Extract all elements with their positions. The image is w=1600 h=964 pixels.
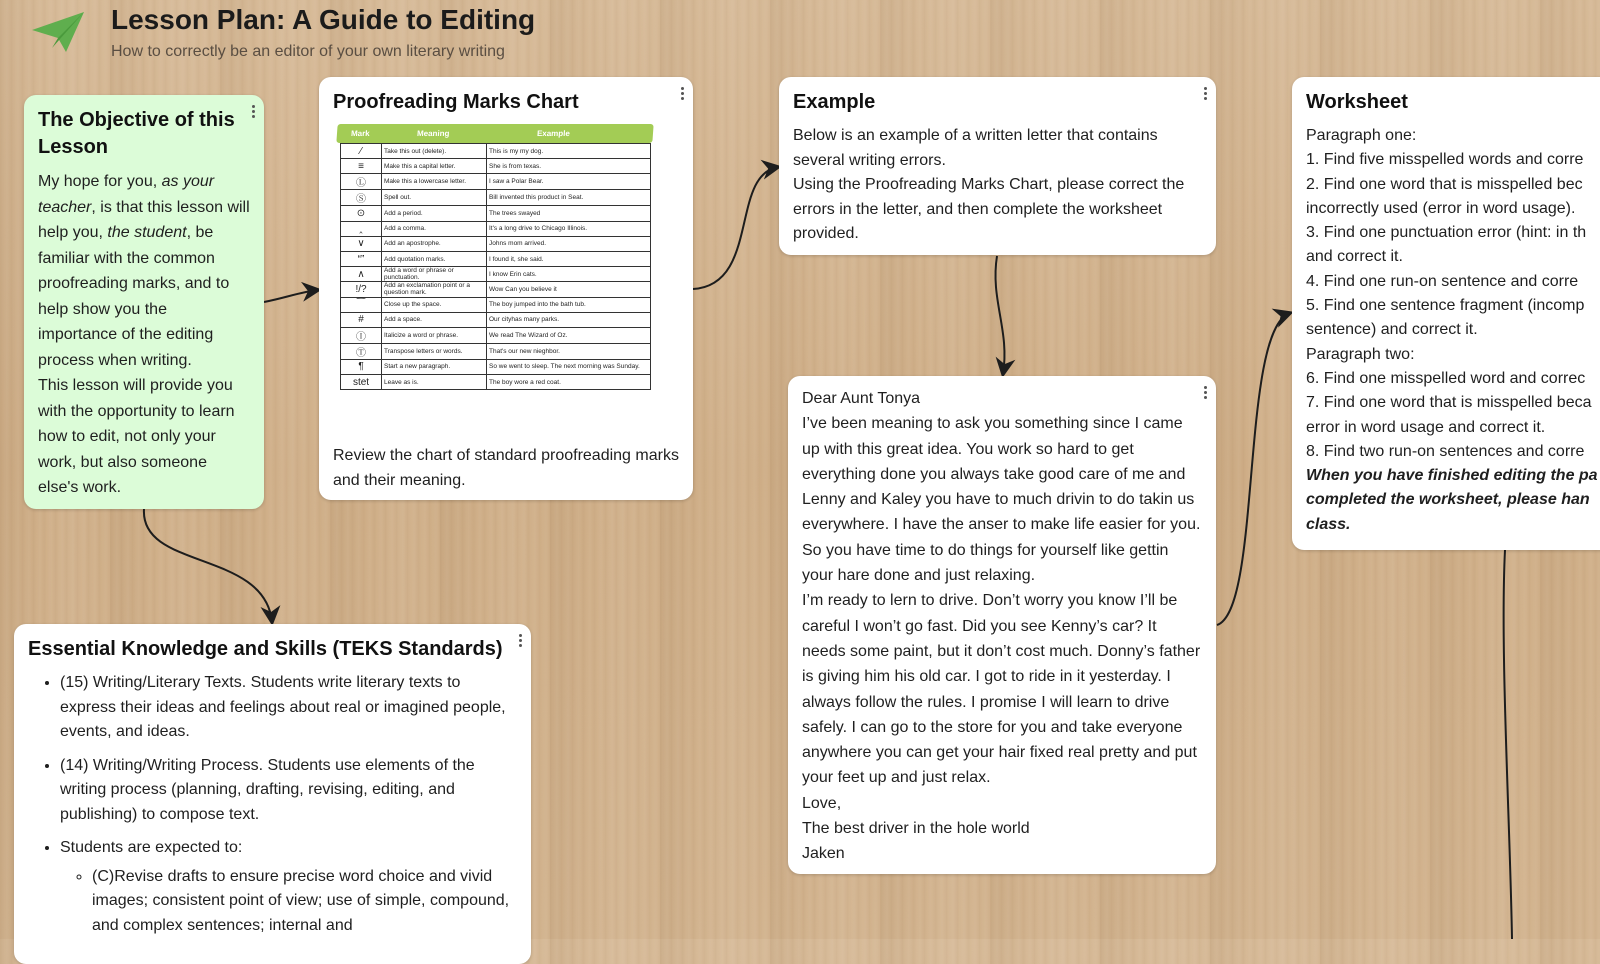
chart-cell-meaning: Add an apostrophe.: [382, 236, 487, 251]
chart-cell-example: We read The Wizard of Oz.: [487, 327, 651, 343]
chart-cell-example: Wow Can you believe it: [487, 282, 651, 297]
chart-cell-mark: ‸: [341, 221, 382, 236]
chart-cell-example: Johns mom arrived.: [487, 236, 651, 251]
teks-item: • (14) Writing/Writing Process. Students use elements of the writing process (planning, drafting, revising, editing, and publishing) to compose text.: [60, 754, 517, 828]
worksheet-line: 5. Find one sentence fragment (incomp: [1306, 297, 1585, 315]
arrow-objective-to-chart: [264, 290, 318, 302]
chart-cell-meaning: Add an exclamation point or a question mark.: [382, 282, 487, 297]
chart-cell-mark: Ⓛ: [341, 174, 382, 190]
teks-subitem: ◦ (C)Revise drafts to ensure precise word choice and vivid images; consistent point of view; use of simple, compound, and complex sentences; internal and: [92, 865, 517, 939]
chart-row: [341, 206, 651, 221]
worksheet-line: and correct it.: [1306, 248, 1403, 266]
example-card[interactable]: [779, 77, 1216, 255]
card-menu-icon[interactable]: [250, 105, 256, 121]
example-paragraph-1: Below is an example of a written letter that contains several writing errors.: [793, 127, 1158, 169]
chart-cell-mark: ⊙: [341, 206, 382, 221]
teks-title: Essential Knowledge and Skills (TEKS Standards): [28, 638, 503, 660]
teks-item: • (15) Writing/Literary Texts. Students write literary texts to express their ideas and feelings about real or imagined people, events, and ideas.: [60, 671, 517, 745]
chart-cell-mark: stet: [341, 375, 382, 390]
chart-cell-mark: Ⓣ: [341, 343, 382, 359]
proofreading-chart-card[interactable]: [319, 77, 693, 500]
chart-row: [341, 221, 651, 236]
worksheet-instruction: class.: [1306, 515, 1351, 533]
worksheet-line: 6. Find one misspelled word and correc: [1306, 369, 1586, 387]
chart-cell-meaning: Leave as is.: [382, 375, 487, 390]
worksheet-card[interactable]: [1292, 77, 1600, 550]
chart-row: [341, 343, 651, 359]
chart-row: [341, 327, 651, 343]
chart-cell-example: I found it, she said.: [487, 251, 651, 266]
worksheet-line: 8. Find two run-on sentences and corre: [1306, 442, 1585, 460]
card-menu-icon[interactable]: [1202, 87, 1208, 103]
chart-cell-example: This is my my dog.: [487, 144, 651, 159]
chart-cell-example: That's our new nieghbor.: [487, 343, 651, 359]
chart-cell-meaning: Close up the space.: [382, 297, 487, 312]
chart-row: [341, 267, 651, 282]
card-menu-icon[interactable]: [1202, 386, 1208, 402]
letter-card[interactable]: [788, 376, 1216, 874]
chart-cell-meaning: Italicize a word or phrase.: [382, 327, 487, 343]
board-subtitle: How to correctly be an editor of your own literary writing: [111, 43, 505, 60]
chart-cell-mark: “”: [341, 251, 382, 266]
objective-paragraph-2: This lesson will provide you with the opportunity to learn how to edit, not only your work, but also someone else's work.: [38, 377, 235, 496]
example-paragraph-2: Using the Proofreading Marks Chart, please correct the errors in the letter, and then complete the worksheet provided.: [793, 176, 1185, 242]
chart-header-band: Mark Meaning Example: [336, 124, 653, 143]
chart-cell-meaning: Take this out (delete).: [382, 144, 487, 159]
letter-paragraph-2: I’m ready to lern to drive. Don’t worry you know I’ll be careful I won’t go fast. Did you see Kenny’s car? It needs some paint, but it don’t cost much. Donny’s father is giving him his old car. I got to ride in it yesterday. I always follow the rules. I promise I will learn to drive safely. I can go to the store for you and take everyone anywhere you can get your hair fixed real pretty and put your feet up and just relax.: [802, 592, 1201, 787]
chart-cell-meaning: Make this a capital letter.: [382, 159, 487, 174]
worksheet-line: 2. Find one word that is misspelled bec: [1306, 175, 1583, 193]
worksheet-line: Paragraph one:: [1306, 127, 1417, 144]
chart-caption: Review the chart of standard proofreading marks and their meaning.: [333, 447, 679, 489]
chart-cell-example: So we went to sleep. The next morning was Sunday.: [487, 359, 651, 374]
card-menu-icon[interactable]: [517, 634, 523, 650]
example-title: Example: [793, 91, 876, 113]
teks-card[interactable]: [14, 624, 531, 964]
chart-cell-meaning: Add a period.: [382, 206, 487, 221]
chart-cell-example: I saw a Polar Bear.: [487, 174, 651, 190]
chart-row: [341, 312, 651, 327]
worksheet-line: sentence) and correct it.: [1306, 321, 1478, 339]
chart-cell-mark: Ⓘ: [341, 327, 382, 343]
chart-cell-mark: ∧: [341, 267, 382, 282]
chart-cell-mark: ≡: [341, 159, 382, 174]
chart-card-title: Proofreading Marks Chart: [333, 91, 579, 113]
chart-cell-meaning: Add a word or phrase or punctuation.: [382, 267, 487, 282]
chart-cell-example: The boy jumped into the bath tub.: [487, 297, 651, 312]
chart-cell-mark: !/?: [341, 282, 382, 297]
worksheet-line: 7. Find one word that is misspelled beca: [1306, 394, 1592, 412]
worksheet-instruction: completed the worksheet, please han: [1306, 491, 1590, 509]
proofreading-marks-image: [333, 124, 653, 424]
letter-signoff: The best driver in the hole world: [802, 820, 1030, 838]
teks-item: • Students are expected to: ◦ (C)Revise drafts to ensure precise word choice and vivid images; consistent point of view; use of simple, compound, and complex sentences; internal and: [60, 836, 517, 938]
chart-cell-example: The boy wore a red coat.: [487, 375, 651, 390]
chart-cell-meaning: Add quotation marks.: [382, 251, 487, 266]
worksheet-line: incorrectly used (error in word usage).: [1306, 199, 1576, 217]
chart-row: [341, 159, 651, 174]
chart-row: [341, 282, 651, 297]
chart-cell-mark: ⁄: [341, 144, 382, 159]
letter-name: Jaken: [802, 845, 845, 863]
chart-row: [341, 359, 651, 374]
objective-paragraph-1: My hope for you, as your teacher, is that this lesson will help you, the student, be familiar with the common proofreading marks, and to help show you the importance of the editing process when writing.: [38, 173, 250, 369]
connector-worksheet-down: [1504, 550, 1512, 939]
chart-cell-example: Bill invented this product in Seat.: [487, 190, 651, 206]
proofreading-marks-table: [340, 143, 651, 390]
chart-row: [341, 144, 651, 159]
chart-cell-example: Our cityhas many parks.: [487, 312, 651, 327]
worksheet-instruction: When you have finished editing the pa: [1306, 467, 1598, 485]
chart-cell-meaning: Make this a lowercase letter.: [382, 174, 487, 190]
chart-cell-example: The trees swayed: [487, 206, 651, 221]
chart-cell-meaning: Transpose letters or words.: [382, 343, 487, 359]
chart-cell-example: It's a long drive to Chicago Illinois.: [487, 221, 651, 236]
chart-row: [341, 236, 651, 251]
chart-cell-mark: #: [341, 312, 382, 327]
chart-cell-meaning: Start a new paragraph.: [382, 359, 487, 374]
chart-row: [341, 251, 651, 266]
objective-card[interactable]: [24, 95, 264, 509]
worksheet-line: 1. Find five misspelled words and corre: [1306, 151, 1584, 169]
card-menu-icon[interactable]: [679, 87, 685, 103]
letter-greeting: Dear Aunt Tonya: [802, 390, 921, 407]
chart-row: [341, 190, 651, 206]
chart-row: [341, 375, 651, 390]
worksheet-line: Paragraph two:: [1306, 345, 1415, 363]
chart-cell-meaning: Add a comma.: [382, 221, 487, 236]
chart-cell-meaning: Spell out.: [382, 190, 487, 206]
arrow-chart-to-example: [693, 167, 778, 289]
chart-cell-example: I know Erin cats.: [487, 267, 651, 282]
worksheet-line: error in word usage and correct it.: [1306, 418, 1546, 436]
chart-row: [341, 174, 651, 190]
arrow-objective-to-teks: [144, 509, 272, 622]
worksheet-line: 3. Find one punctuation error (hint: in th: [1306, 224, 1587, 242]
arrow-example-to-letter: [995, 256, 1004, 374]
chart-cell-mark: Ⓢ: [341, 190, 382, 206]
worksheet-title: Worksheet: [1306, 91, 1408, 113]
chart-cell-example: She is from texas.: [487, 159, 651, 174]
chart-cell-mark: ∨: [341, 236, 382, 251]
chart-cell-mark: ⁀: [341, 297, 382, 312]
teks-list: [28, 671, 517, 938]
letter-paragraph-1: I’ve been meaning to ask you something since I came up with this great idea. You work so hard to get everything done you always take good care of me and Lenny and Kaley you have to much drivin to do takin us everywhere. I have the anser to make life easier for you. So you have time to do things for yourself like gettin your hare done and just relaxing.: [802, 415, 1201, 585]
chart-cell-meaning: Add a space.: [382, 312, 487, 327]
chart-row: [341, 297, 651, 312]
worksheet-line: 4. Find one run-on sentence and corre: [1306, 272, 1579, 290]
arrow-letter-to-worksheet: [1217, 313, 1290, 625]
board-title: Lesson Plan: A Guide to Editing: [111, 4, 536, 35]
objective-title: The Objective of this Lesson: [38, 109, 235, 158]
letter-closing: Love,: [802, 794, 842, 812]
chart-cell-mark: ¶: [341, 359, 382, 374]
